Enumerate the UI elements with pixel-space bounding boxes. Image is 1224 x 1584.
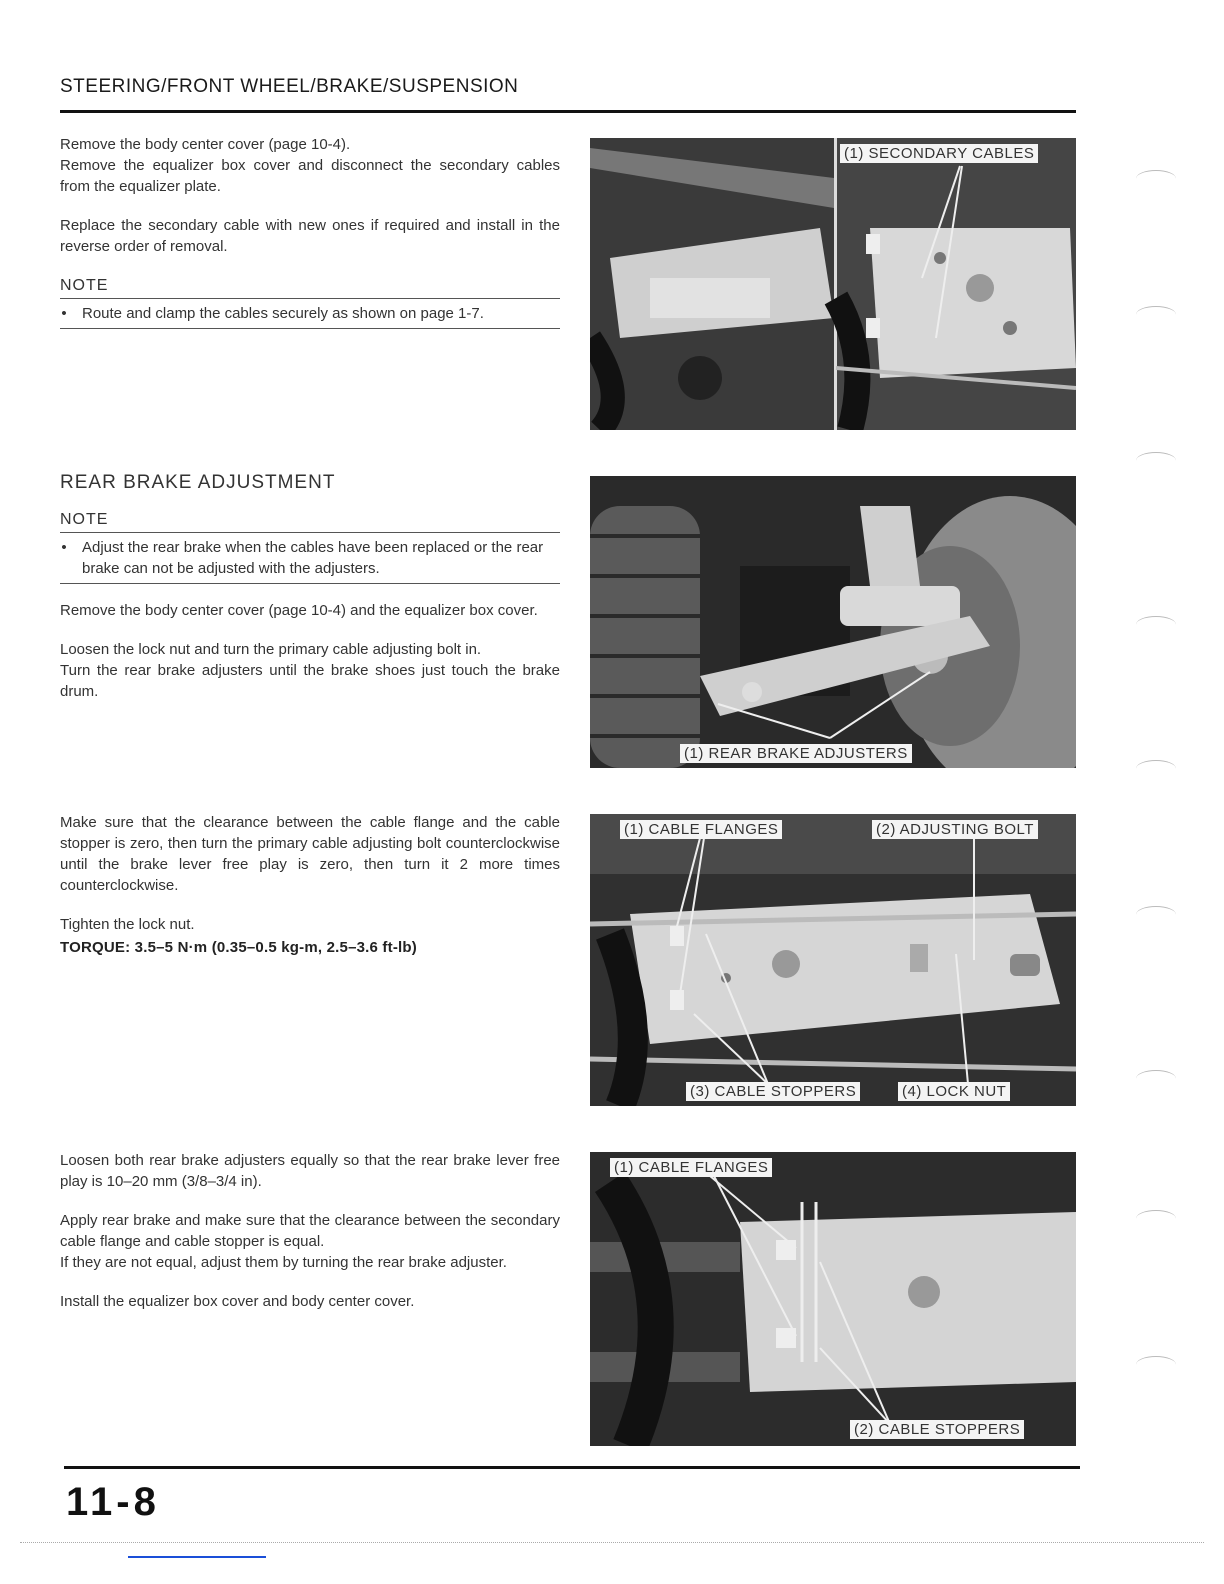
edge-mark: [1136, 760, 1176, 777]
section-1-text: [60, 134, 560, 329]
section-2-note-body: [60, 533, 560, 584]
edge-mark: [1136, 1356, 1176, 1373]
label-lock-nut: (4) LOCK NUT: [898, 1082, 1010, 1101]
photo-secondary-cables: [590, 138, 1076, 430]
photo-rear-brake-adjusters: [590, 476, 1076, 768]
torque-spec: TORQUE: 3.5–5 N·m (0.35–0.5 kg-m, 2.5–3.6 ft-lb): [60, 939, 417, 956]
label-cable-stoppers-detail: (2) CABLE STOPPERS: [850, 1420, 1024, 1439]
section-4-paragraph-1: Loosen both rear brake adjusters equally so that the rear brake lever free play is 10–20 mm (3/8–3/4 in).: [60, 1152, 560, 1190]
label-cable-flanges: (1) CABLE FLANGES: [620, 820, 782, 839]
edge-mark: [1136, 1070, 1176, 1087]
section-4-paragraph-4: Install the equalizer box cover and body center cover.: [60, 1293, 415, 1310]
section-1-note-body: [60, 299, 560, 329]
section-1-paragraph-1: Remove the body center cover (page 10-4).: [60, 136, 351, 153]
label-cable-flanges-detail: (1) CABLE FLANGES: [610, 1158, 772, 1177]
edge-mark: [1136, 170, 1176, 187]
section-1-note-item: [60, 303, 560, 324]
photo-cable-flanges-adjusting-bolt: [590, 814, 1076, 1106]
edge-mark: [1136, 1210, 1176, 1227]
label-cable-stoppers: (3) CABLE STOPPERS: [686, 1082, 860, 1101]
section-2-paragraph-2: Loosen the lock nut and turn the primary cable adjusting bolt in.: [60, 641, 482, 658]
photo-4-illustration: [590, 1152, 1076, 1446]
edge-mark: [1136, 906, 1176, 923]
section-2-note-text: Adjust the rear brake when the cables have been replaced or the rear brake can not be adjusted with the adjusters.: [82, 539, 544, 577]
section-1-paragraph-2: Remove the equalizer box cover and disconnect the secondary cables from the equalizer plate.: [60, 157, 560, 195]
scan-edge-line: [20, 1542, 1204, 1544]
section-2-title: REAR BRAKE ADJUSTMENT: [60, 472, 336, 493]
section-2-note-item: [60, 537, 560, 579]
section-2-note-title: NOTE: [60, 509, 560, 533]
bullet-icon: •: [61, 305, 67, 322]
edge-mark: [1136, 452, 1176, 469]
photo-2-illustration: [590, 476, 1076, 768]
section-2-paragraph-1: Remove the body center cover (page 10-4) and the equalizer box cover.: [60, 602, 538, 619]
footer-divider: [64, 1466, 1080, 1469]
section-4-text: [60, 1150, 560, 1330]
photo-1-illustration: [590, 138, 1076, 430]
edge-mark: [1136, 306, 1176, 323]
label-adjusting-bolt: (2) ADJUSTING BOLT: [872, 820, 1038, 839]
section-3-text: [60, 812, 560, 958]
page-number: 11-8: [66, 1480, 160, 1524]
bullet-icon: •: [61, 539, 67, 556]
label-rear-brake-adjusters: (1) REAR BRAKE ADJUSTERS: [680, 744, 912, 763]
section-4-paragraph-3: If they are not equal, adjust them by turning the rear brake adjuster.: [60, 1254, 507, 1271]
section-1-note-title: NOTE: [60, 275, 560, 299]
section-3-paragraph-1: Make sure that the clearance between the cable flange and the cable stopper is zero, then turn the primary cable adjusting bolt counterclockwise until the brake lever free play is zero, then turn it 2 more times counterclockwise.: [60, 814, 560, 894]
header-divider: [60, 110, 1076, 113]
photo-3-illustration: [590, 814, 1076, 1106]
section-3-paragraph-2: Tighten the lock nut.: [60, 916, 195, 933]
label-secondary-cables: (1) SECONDARY CABLES: [840, 144, 1038, 163]
edge-mark: [1136, 616, 1176, 633]
section-2-paragraph-3: Turn the rear brake adjusters until the brake shoes just touch the brake drum.: [60, 662, 560, 700]
photo-flanges-stoppers-detail: [590, 1152, 1076, 1446]
section-1-paragraph-3: Replace the secondary cable with new ones if required and install in the reverse order of removal.: [60, 217, 560, 255]
page-header-title: STEERING/FRONT WHEEL/BRAKE/SUSPENSION: [60, 76, 519, 97]
section-4-paragraph-2: Apply rear brake and make sure that the clearance between the secondary cable flange and cable stopper is equal.: [60, 1212, 560, 1250]
bottom-link-underline: [128, 1556, 266, 1558]
section-1-note-text: Route and clamp the cables securely as shown on page 1-7.: [82, 305, 484, 322]
section-2-text: [60, 472, 560, 720]
